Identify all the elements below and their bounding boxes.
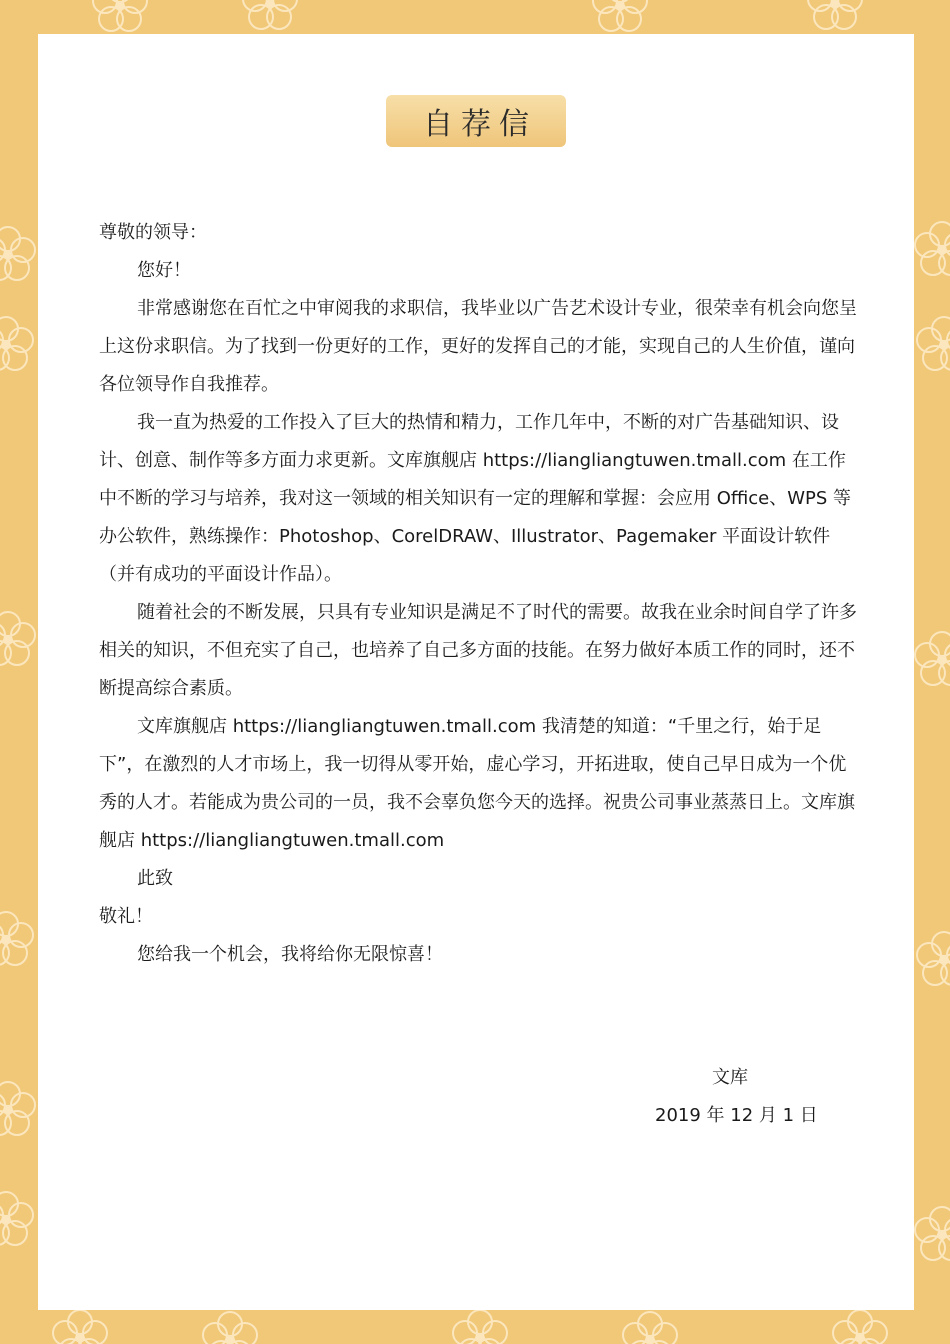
signature: 文库	[712, 1067, 748, 1088]
paragraph-4: 文库旗舰店 https://liangliangtuwen.tmall.com 我清楚的知道：“千里之行，始于足下”，在激烈的人才市场上，我一切得从零开始，虚心学习，开拓进取，使自己早日成为一个优秀的人才。若能成为贵公司的一员，我不会辜负您今天的选择。祝贵公司事业蒸蒸日上。文库旗舰店 https://liangliangtuwen.tmall.com	[99, 716, 855, 851]
closing-wish: 您给我一个机会，我将给你无限惊喜！	[137, 944, 443, 965]
closing-jing-li: 敬礼！	[99, 906, 153, 927]
letter-body	[99, 214, 859, 974]
page-title: 自荐信	[386, 95, 566, 147]
greeting: 您好！	[137, 260, 191, 281]
paragraph-1: 非常感谢您在百忙之中审阅我的求职信，我毕业以广告艺术设计专业，很荣幸有机会向您呈上这份求职信。为了找到一份更好的工作，更好的发挥自己的才能，实现自己的人生价值，谨向各位领导作自我推荐。	[99, 298, 857, 395]
paragraph-2: 我一直为热爱的工作投入了巨大的热情和精力，工作几年中，不断的对广告基础知识、设计、创意、制作等多方面力求更新。文库旗舰店 https://liangliangtuwen.tmall.com 在工作中不断的学习与培养，我对这一领域的相关知识有一定的理解和掌握：会应用 Office、WPS 等办公软件，熟练操作：Photoshop、CorelDRAW、Illustrator、Pagemaker 平面设计软件（并有成功的平面设计作品）。	[99, 412, 852, 585]
salutation: 尊敬的领导：	[99, 222, 207, 243]
closing-ci-zhi: 此致	[137, 868, 173, 889]
paragraph-3: 随着社会的不断发展，只具有专业知识是满足不了时代的需要。故我在业余时间自学了许多相关的知识，不但充实了自己，也培养了自己多方面的技能。在努力做好本质工作的同时，还不断提高综合素质。	[99, 602, 857, 699]
letter-date: 2019 年 12 月 1 日	[655, 1105, 818, 1126]
